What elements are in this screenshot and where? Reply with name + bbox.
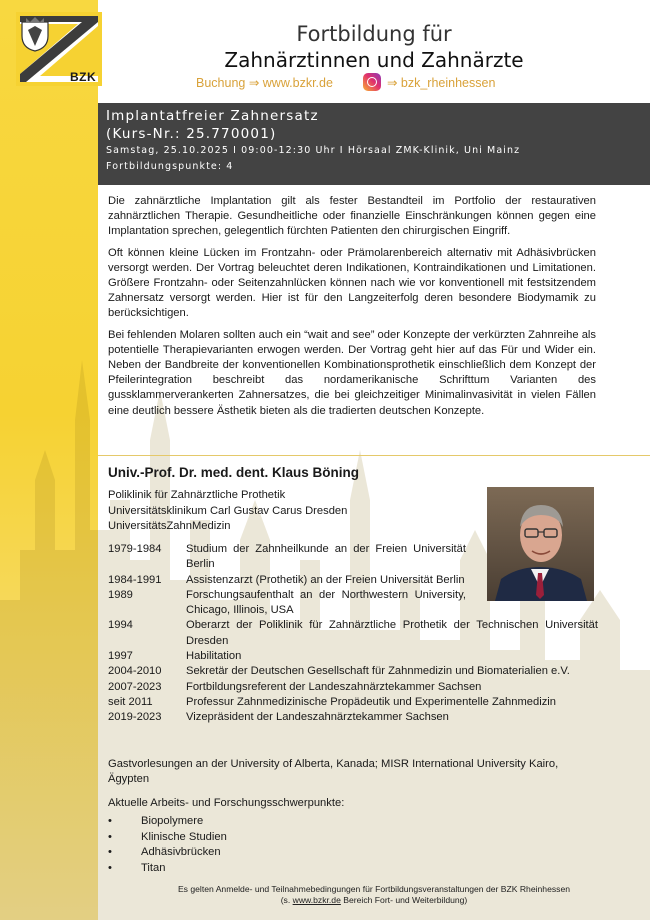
cv-row <box>108 649 598 664</box>
booking-link[interactable]: Buchung ⇒ www.bzkr.de <box>196 75 333 90</box>
header-links <box>196 73 495 91</box>
cv-row <box>108 695 598 710</box>
footer <box>98 884 650 906</box>
speaker-affiliation <box>108 488 347 535</box>
cv-text: Vizepräsident der Landeszahnärztekammer Sachsen <box>186 711 449 724</box>
cv-year: 2019-2023 <box>108 711 162 724</box>
section-divider <box>98 455 650 456</box>
cv-year: 2004-2010 <box>108 665 162 678</box>
speaker-cv <box>108 542 598 726</box>
course-description <box>108 194 596 425</box>
cv-text: Professur Zahnmedizinische Propädeutik und Experimentelle Zahnmedizin <box>186 695 557 708</box>
footer-line2 <box>98 895 650 906</box>
list-item <box>108 830 227 846</box>
coat-of-arms-icon <box>20 16 50 52</box>
cv-text: Sekretär der Deutschen Gesellschaft für Zahnmedizin und Biomaterialien e.V. <box>186 665 570 678</box>
affiliation-line: Poliklinik für Zahnärztliche Prothetik <box>108 489 286 501</box>
cv-year: 1979-1984 <box>108 543 162 555</box>
guest-lectures: Gastvorlesungen an der University of Alberta, Kanada; MISR International University Kairo, Ägypten <box>108 758 559 786</box>
cv-year: seit 2011 <box>108 695 153 708</box>
bullet-icon: • <box>108 846 112 858</box>
cv-row <box>108 664 598 679</box>
footer-prefix: (s. <box>280 895 293 905</box>
cv-text: Fortbildungsreferent der Landeszahnärztekammer Sachsen <box>186 680 482 693</box>
header-title-line1: Fortbildung für <box>296 22 452 46</box>
cv-text: Oberarzt der Poliklinik für Zahnärztliche Prothetik der Technischen Universität Dresden <box>186 619 598 647</box>
focus-item: Adhäsivbrücken <box>141 846 221 858</box>
cv-year: 2007-2023 <box>108 680 162 693</box>
cv-row <box>108 588 598 619</box>
focus-title: Aktuelle Arbeits- und Forschungsschwerpunkte: <box>108 797 345 809</box>
description-paragraph: Die zahnärztliche Implantation gilt als fester Bestandteil im Portfolio der restaurativen zahnärztlichen Therapie. Gesundheitliche oder finanzielle Einschränkungen können gegen eine Implantation sprechen, gelegentlich fürchten Patienten den chirurgischen Eingriff. <box>108 195 596 238</box>
focus-item: Klinische Studien <box>141 830 227 843</box>
footer-suffix: Bereich Fort- und Weiterbildung) <box>340 895 468 905</box>
cv-row <box>108 618 598 649</box>
header-title-line2: Zahnärztinnen und Zahnärzte <box>224 48 524 72</box>
bullet-icon: • <box>108 815 112 827</box>
cv-row <box>108 680 598 695</box>
cv-text: Forschungsaufenthalt an der Northwestern University, Chicago, Illinois, USA <box>186 588 466 617</box>
cv-text: Habilitation <box>186 650 242 663</box>
course-points: Fortbildungspunkte: 4 <box>106 161 234 172</box>
speaker-name: Univ.-Prof. Dr. med. dent. Klaus Böning <box>108 465 360 480</box>
footer-line1: Es gelten Anmelde- und Teilnahmebedingungen für Fortbildungsveranstaltungen der BZK Rheinhessen <box>177 884 571 894</box>
cv-text: Assistenzarzt (Prothetik) an der Freien Universität Berlin <box>186 573 465 586</box>
description-paragraph: Bei fehlenden Molaren sollten auch ein “wait and see” oder Konzepte der verkürzten Zahnreihe als potentielle Therapievarianten erwogen werden. Der Vortrag geht hier auf das Für und Wider ein. Neben der Bandbreite der konventionellen Kombinationsprothetik einschließlich dem Konzept der Pfeilerintegration beschreibt das nordamerikanische Schrifttum Varianten des gussklammerverankerten Zahnersatzes, die bei gleichzeitiger Minimalinvasivität in vielen Fällen eine deutlich bessere Ästhetik bieten als die tradierten deutschen Konzepte. <box>108 328 596 417</box>
cv-row <box>108 710 598 725</box>
description-paragraph: Oft können kleine Lücken im Frontzahn- oder Prämolarenbereich alternativ mit Adhäsivbrücken versorgt werden. Der Vortrag beleuchtet deren Indikationen, Kontraindikationen und Limitationen. Größere Frontzahn- oder Seitenzahnlücken können nach wie vor konventionell mit festsitzendem Zahnersatz versorgt werden. Hier ist für den Langzeiterfolg deren besondere Biodymamik zu berücksichtigen. <box>108 246 596 320</box>
course-title: Implantatfreier Zahnersatz <box>106 108 319 124</box>
list-item <box>108 814 227 830</box>
cv-row <box>108 573 598 588</box>
instagram-icon <box>363 73 381 91</box>
course-date-location: Samstag, 25.10.2025 I 09:00-12:30 Uhr I Hörsaal ZMK-Klinik, Uni Mainz <box>106 145 521 156</box>
focus-item: Biopolymere <box>141 815 204 827</box>
bzk-logo <box>8 6 96 82</box>
cv-text: Studium der Zahnheilkunde an der Freien Universität Berlin <box>186 543 466 571</box>
cv-year: 1997 <box>108 650 133 663</box>
course-info-band <box>98 103 650 185</box>
cv-year: 1989 <box>108 588 133 601</box>
logo-text: BZK <box>70 70 97 84</box>
course-number: (Kurs-Nr.: 25.770001) <box>106 126 277 142</box>
affiliation-line: UniversitätsZahnMedizin <box>108 520 231 532</box>
cv-year: 1984-1991 <box>108 573 162 586</box>
focus-list <box>108 814 227 876</box>
affiliation-line: Universitätsklinikum Carl Gustav Carus Dresden <box>108 504 348 517</box>
instagram-link[interactable]: ⇒ bzk_rheinhessen <box>386 75 496 90</box>
bullet-icon: • <box>108 861 112 874</box>
bullet-icon: • <box>108 830 112 843</box>
footer-link[interactable]: www.bzkr.de <box>292 895 341 905</box>
focus-item: Titan <box>141 861 166 874</box>
list-item <box>108 861 227 877</box>
cv-row <box>108 542 598 573</box>
list-item <box>108 845 227 861</box>
cv-year: 1994 <box>108 619 133 632</box>
